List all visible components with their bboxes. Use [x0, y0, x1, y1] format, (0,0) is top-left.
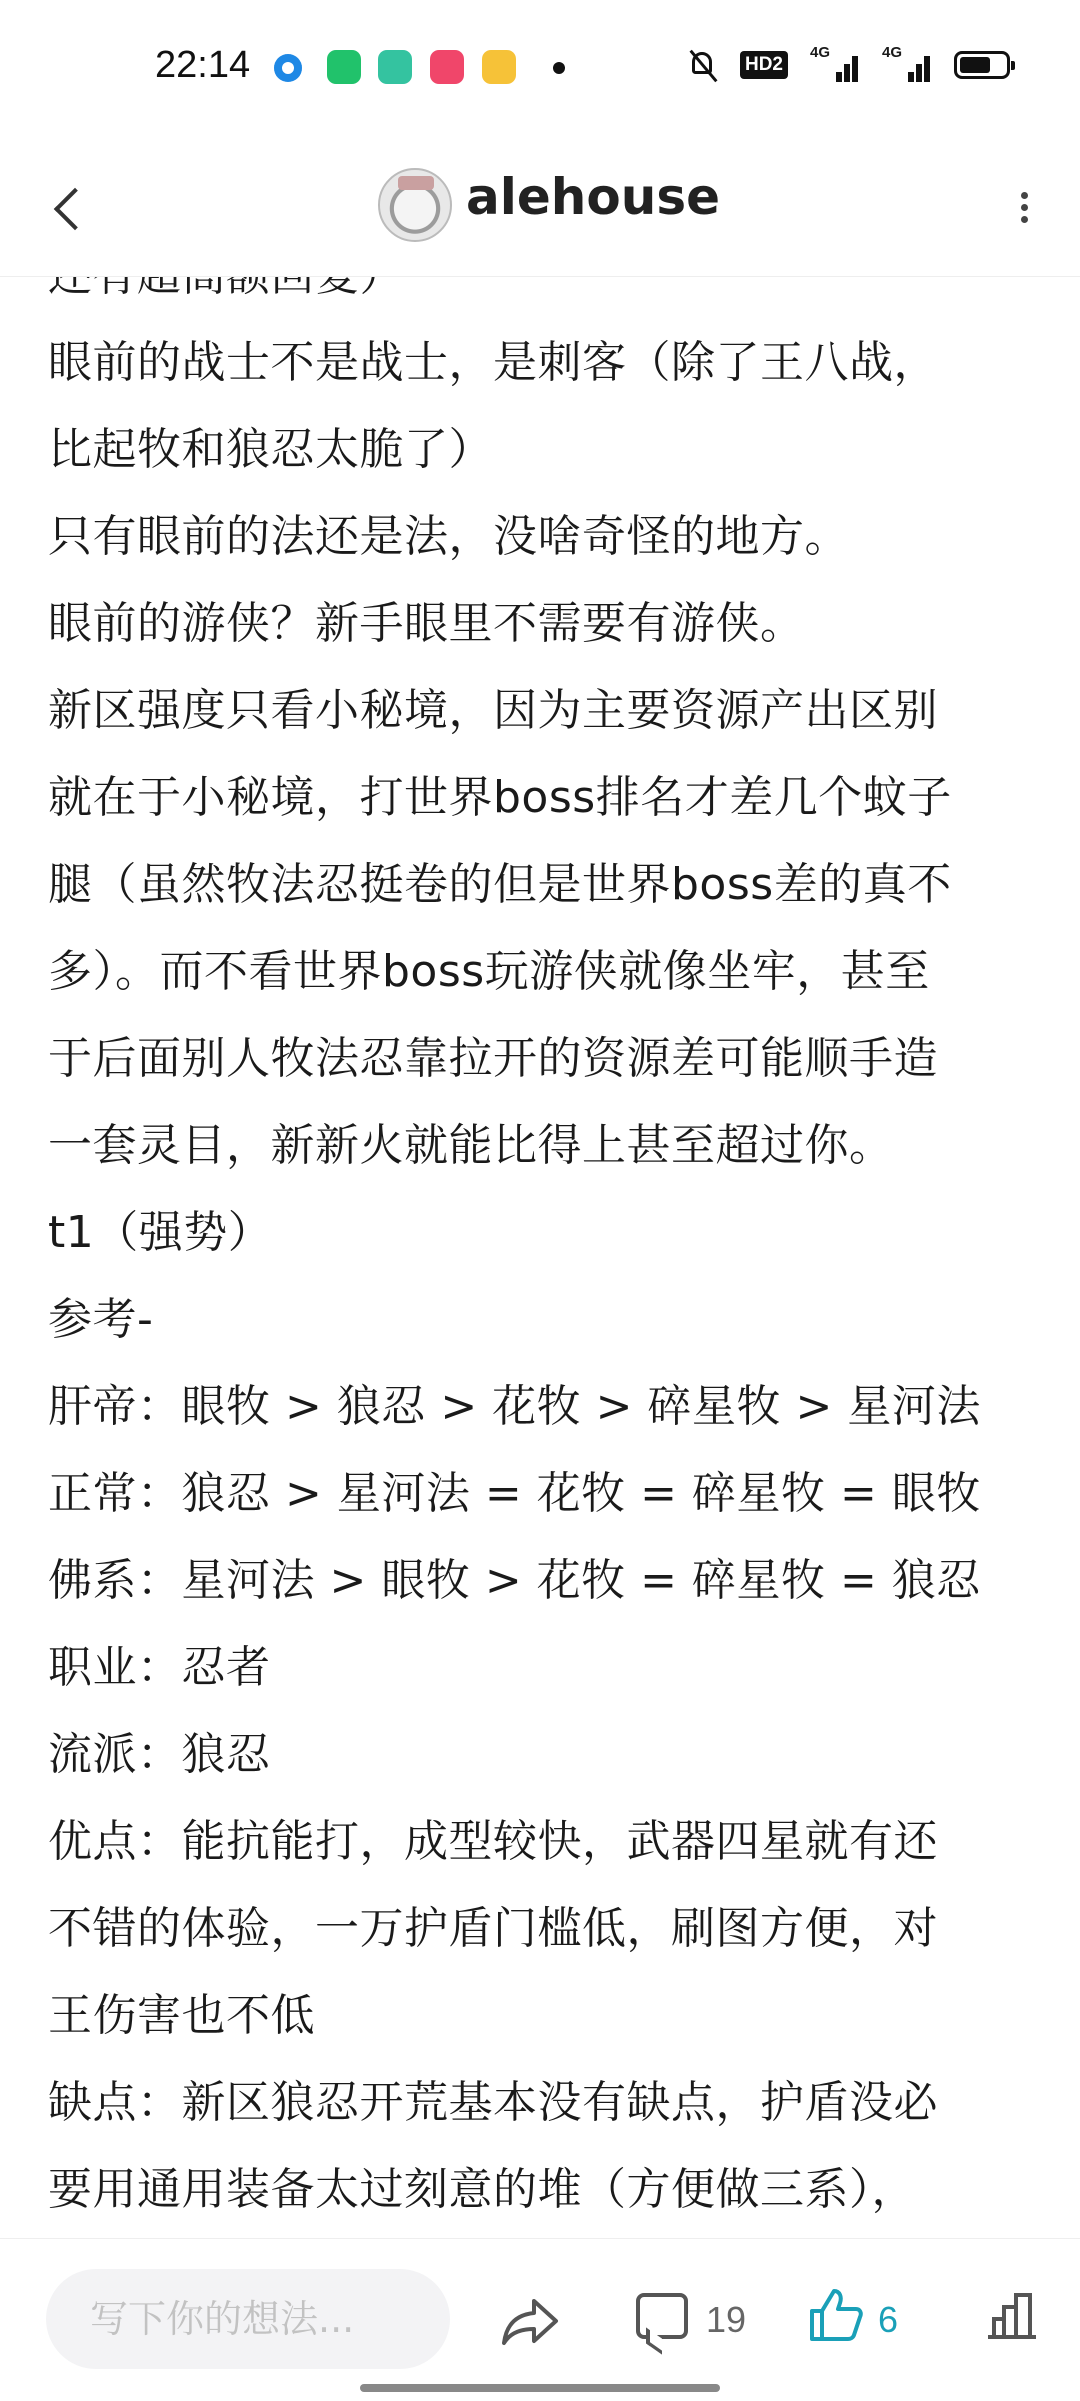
status-bar [0, 0, 1080, 140]
comment-input[interactable] [46, 2269, 450, 2369]
status-icons [688, 44, 1010, 82]
mute-icon [688, 48, 718, 82]
notification-app-icon [274, 54, 302, 82]
bottom-action-bar [0, 2238, 1080, 2401]
battery-icon [954, 51, 1010, 79]
status-time: 22:14 [155, 44, 251, 86]
paragraph-line: 流派：狼忍 [48, 1729, 271, 1780]
paragraph-line: 就在于小秘境，打世界boss排名才差几个蚊子 [48, 772, 952, 823]
paragraph-line: 缺点：新区狼忍开荒基本没有缺点，护盾没必 [48, 2077, 938, 2128]
thumbs-up-icon[interactable] [808, 2287, 864, 2343]
post-text [48, 232, 1048, 2233]
paragraph-line: 腿（虽然牧法忍挺卷的但是世界boss差的真不 [48, 859, 952, 910]
signal-icon: 4G [810, 48, 860, 82]
like-count[interactable]: 6 [878, 2299, 899, 2340]
hd-badge: HD2 [740, 51, 788, 79]
paragraph-line: 参考- [48, 1294, 154, 1345]
paragraph-line: 只有眼前的法还是法，没啥奇怪的地方。 [48, 511, 849, 562]
paragraph-line: 职业：忍者 [48, 1642, 271, 1693]
notification-app-icon [482, 50, 516, 84]
more-vertical-icon[interactable] [1014, 182, 1034, 232]
page-title[interactable]: alehouse [466, 168, 721, 226]
paragraph-line: 优点：能抗能打，成型较快，武器四星就有还 [48, 1816, 938, 1867]
comment-count[interactable]: 19 [706, 2299, 747, 2340]
group-avatar[interactable] [378, 168, 452, 242]
post-content [0, 276, 1080, 2236]
paragraph-line: 肝帝：眼牧 > 狼忍 > 花牧 > 碎星牧 > 星河法 [48, 1381, 981, 1432]
paragraph-line: 佛系：星河法 > 眼牧 > 花牧 = 碎星牧 = 狼忍 [48, 1555, 981, 1606]
comment-icon[interactable] [636, 2293, 688, 2339]
back-button[interactable] [50, 184, 90, 234]
paragraph-line: 王伤害也不低 [48, 1990, 315, 2041]
paragraph-line: 比起牧和狼忍太脆了） [48, 424, 493, 475]
paragraph-line: 眼前的战士不是战士，是刺客（除了王八战， [48, 337, 938, 388]
paragraph-line: 眼前的游侠？新手眼里不需要有游侠。 [48, 598, 805, 649]
share-icon[interactable] [500, 2295, 560, 2347]
paragraph-line: 多）。而不看世界boss玩游侠就像坐牢，甚至 [48, 946, 930, 997]
paragraph-line: 要用通用装备太过刻意的堆（方便做三系）， [48, 2164, 916, 2215]
paragraph-line: t1（强势） [48, 1207, 273, 1258]
notification-app-icon [430, 50, 464, 84]
app-header [0, 140, 1080, 277]
paragraph-line: 新区强度只看小秘境，因为主要资源产出区别 [48, 685, 938, 736]
paragraph-line: 不错的体验，一万护盾门槛低，刷图方便，对 [48, 1903, 938, 1954]
bar-chart-icon[interactable] [986, 2291, 1038, 2341]
notification-app-icon [327, 50, 361, 84]
paragraph-line: 一套灵目，新新火就能比得上甚至超过你。 [48, 1120, 894, 1171]
more-notifications-dot-icon [553, 62, 565, 74]
home-indicator[interactable] [360, 2384, 720, 2392]
notification-app-icon [378, 50, 412, 84]
paragraph-line: 正常：狼忍 > 星河法 = 花牧 = 碎星牧 = 眼牧 [48, 1468, 981, 1519]
signal-icon: 4G [882, 48, 932, 82]
paragraph-line: 于后面别人牧法忍靠拉开的资源差可能顺手造 [48, 1033, 938, 1084]
